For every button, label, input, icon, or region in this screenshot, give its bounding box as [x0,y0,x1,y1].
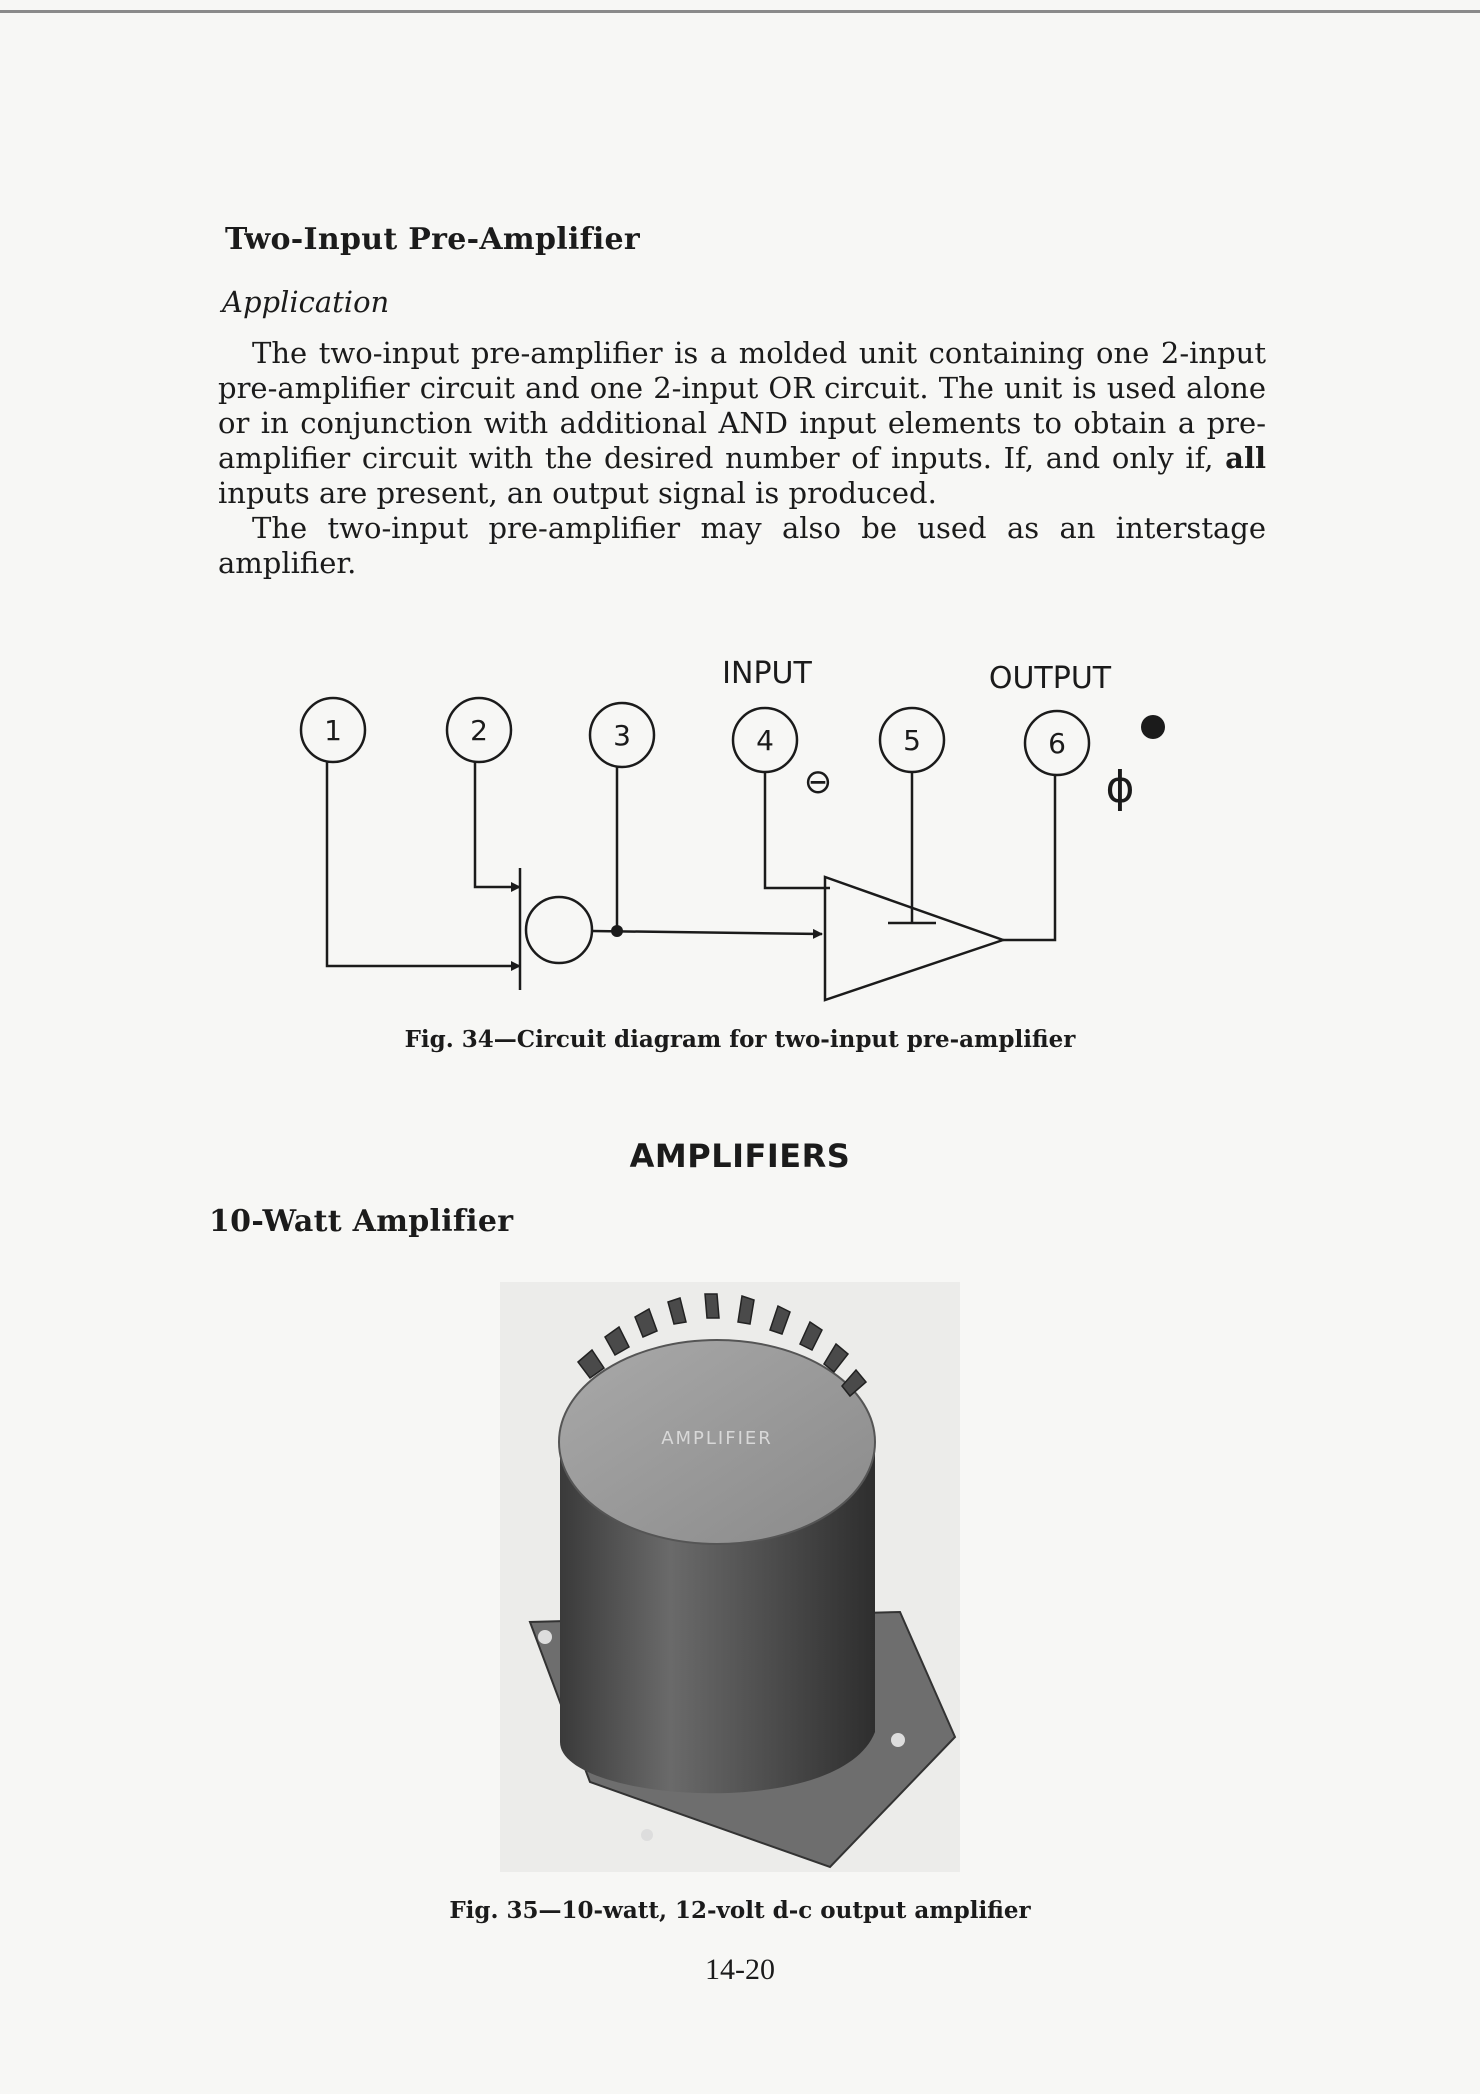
figure-35-caption: Fig. 35—10-watt, 12-volt d-c output amplifier [449,1897,1031,1924]
application-paragraph [218,336,1266,581]
terminal-6-label: 6 [1048,727,1066,760]
figure-34-caption: Fig. 34—Circuit diagram for two-input pre-amplifier [404,1026,1076,1053]
top-border-rule [0,10,1480,13]
paragraph-1-text-b: inputs are present, an output signal is produced. [218,476,937,510]
subheading-application: Application [222,285,390,319]
paragraph-1-text-a: The two-input pre-amplifier is a molded unit containing one 2-input pre-amplifier circuit and one 2-input OR circuit. The unit is used alone or in conjunction with additional AND input elements to obtain a pre-amplifier circuit with the desired number of inputs. If, and only if, [218,336,1266,475]
amplifier-triangle [825,877,1003,1000]
terminal-1-label: 1 [324,714,342,747]
input-label: INPUT [722,656,812,691]
output-label: OUTPUT [988,661,1112,696]
paragraph-1 [218,336,1266,511]
circuit-diagram [0,640,1480,1020]
phi-symbol: ϕ [1105,762,1135,813]
paragraph-1-bold-word: all [1225,441,1266,475]
terminal-4-label: 4 [756,724,774,757]
wire-or-to-amplifier [592,931,822,934]
terminal-2-label: 2 [470,714,488,747]
terminal-3-label: 3 [613,719,631,752]
photo-amplifier-label: AMPLIFIER [661,1428,773,1449]
or-gate-circle [526,897,592,963]
terminal-5-label: 5 [903,724,921,757]
amplifiers-section-title: AMPLIFIERS [629,1137,851,1175]
page-number: 14-20 [705,1953,775,1986]
wire-terminal-1 [327,762,520,966]
junction-dot [611,925,623,937]
wire-terminal-2 [475,762,520,887]
wire-terminal-6-output [1003,775,1055,940]
paragraph-2: The two-input pre-amplifier may also be used as an interstage amplifier. [218,511,1266,580]
minus-symbol: ⊖ [803,762,833,802]
section-heading-10-watt-amplifier: 10-Watt Amplifier [209,1204,514,1239]
section-heading-two-input-pre-amplifier: Two-Input Pre-Amplifier [225,222,641,257]
amplifier-photo [500,1282,960,1872]
output-bullet-dot [1141,715,1165,739]
